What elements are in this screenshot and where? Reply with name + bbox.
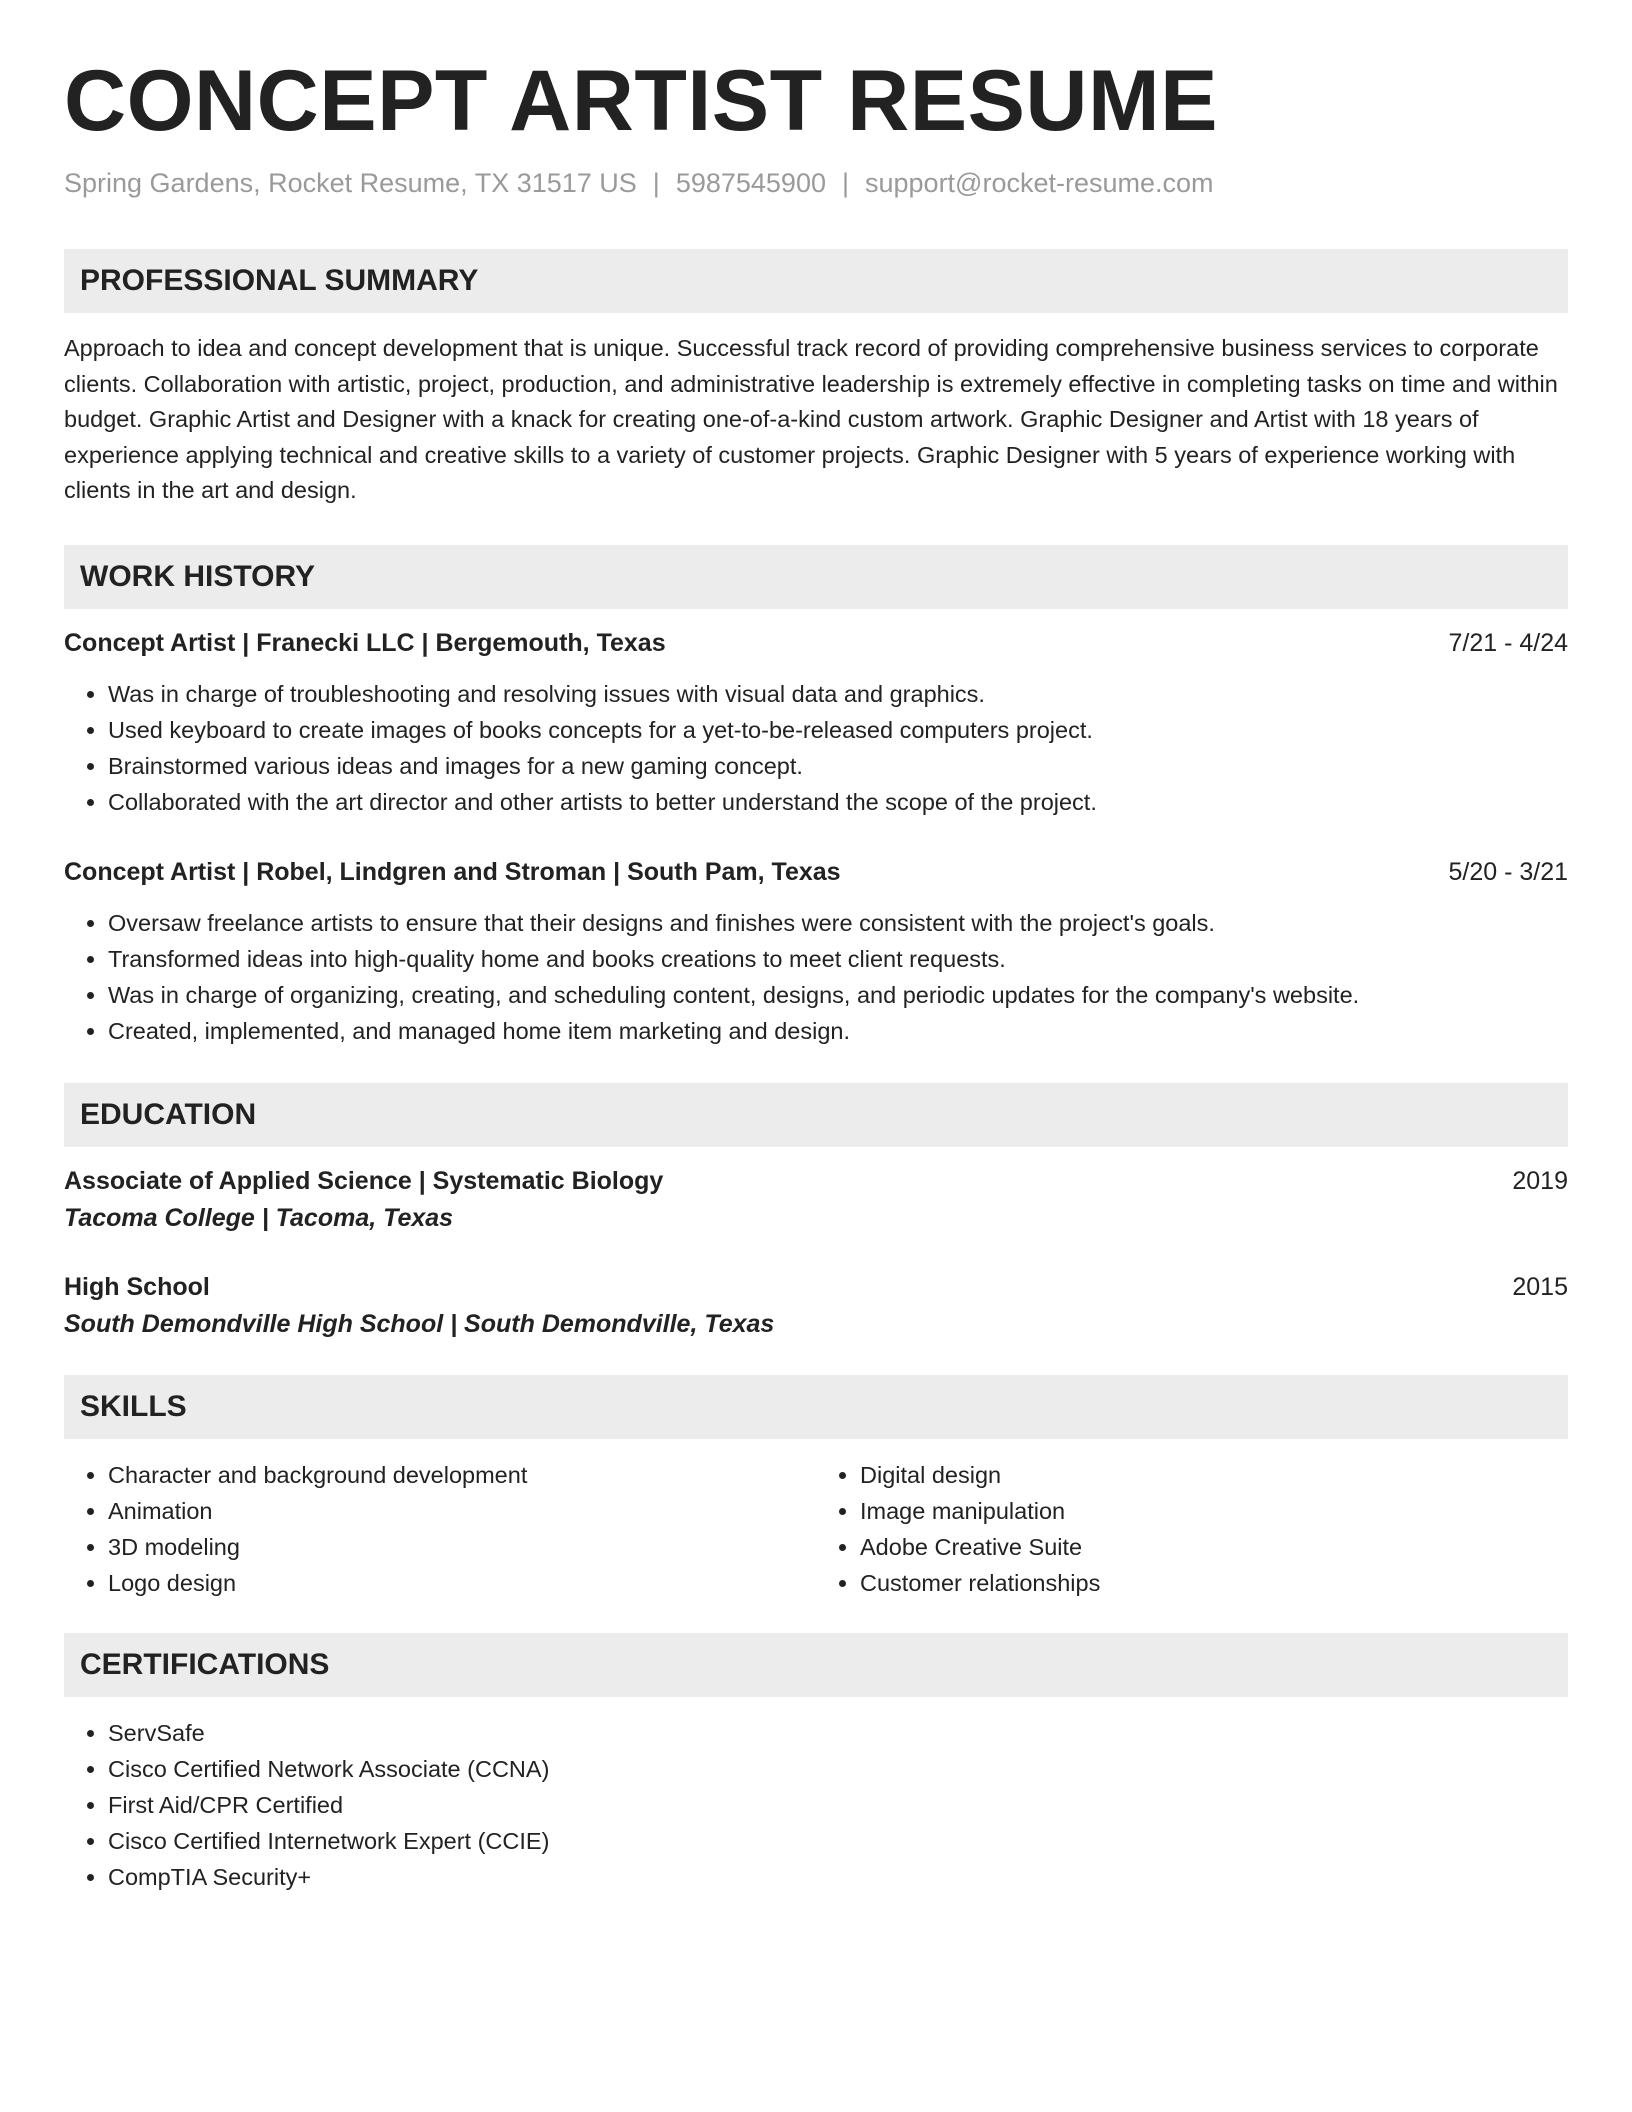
- job-entry: [64, 858, 1568, 1049]
- certification-item: • ServSafe: [108, 1715, 1568, 1751]
- resume-title: CONCEPT ARTIST RESUME: [64, 53, 1219, 149]
- job-title: Concept Artist | Franecki LLC | Bergemouth, Texas: [64, 628, 666, 657]
- job-bullet: • Oversaw freelance artists to ensure that their designs and finishes were consistent with the project's goals.: [108, 905, 1568, 941]
- education-school: South Demondville High School | South Demondville, Texas: [64, 1309, 775, 1338]
- section-header-work: WORK HISTORY: [64, 545, 1568, 609]
- job-bullets: [64, 676, 1568, 820]
- job-bullet: • Brainstormed various ideas and images for a new gaming concept.: [108, 748, 1568, 784]
- job-dates: 7/21 - 4/24: [1448, 628, 1568, 657]
- contact-phone: 5987545900: [675, 168, 826, 199]
- skill-item: • Animation: [108, 1493, 816, 1529]
- job-bullets: [64, 905, 1568, 1049]
- job-heading-row: [64, 629, 1568, 658]
- education-school: Tacoma College | Tacoma, Texas: [64, 1203, 454, 1232]
- education-heading-row: [64, 1273, 1568, 1302]
- section-header-skills: SKILLS: [64, 1375, 1568, 1439]
- certifications-list: [64, 1715, 1568, 1895]
- skill-item: • Logo design: [108, 1565, 816, 1601]
- skill-item: • Image manipulation: [860, 1493, 1568, 1529]
- skill-item: • Character and background development: [108, 1457, 816, 1493]
- education-degree: Associate of Applied Science | Systematic Biology: [64, 1166, 664, 1195]
- contact-separator: |: [841, 168, 849, 199]
- job-bullet: • Was in charge of troubleshooting and resolving issues with visual data and graphics.: [108, 676, 1568, 712]
- contact-line: [64, 168, 1568, 199]
- skill-item: • 3D modeling: [108, 1529, 816, 1565]
- skill-item: • Digital design: [860, 1457, 1568, 1493]
- job-bullet: • Used keyboard to create images of books concepts for a yet-to-be-released computers project.: [108, 712, 1568, 748]
- certification-item: • Cisco Certified Network Associate (CCNA): [108, 1751, 1568, 1787]
- job-bullet: • Transformed ideas into high-quality home and books creations to meet client requests.: [108, 941, 1568, 977]
- job-bullet: • Was in charge of organizing, creating, and scheduling content, designs, and periodic updates for the company's website.: [108, 977, 1568, 1013]
- certification-item: • CompTIA Security+: [108, 1859, 1568, 1895]
- education-entry: [64, 1273, 1568, 1339]
- education-year: 2019: [1512, 1166, 1568, 1195]
- skill-item: • Adobe Creative Suite: [860, 1529, 1568, 1565]
- contact-separator: |: [652, 168, 660, 199]
- section-header-summary: PROFESSIONAL SUMMARY: [64, 249, 1568, 313]
- job-title: Concept Artist | Robel, Lindgren and Stroman | South Pam, Texas: [64, 857, 841, 886]
- section-header-education: EDUCATION: [64, 1083, 1568, 1147]
- contact-email: support@rocket-resume.com: [865, 168, 1214, 199]
- job-bullet: • Collaborated with the art director and other artists to better understand the scope of the project.: [108, 784, 1568, 820]
- summary-text: Approach to idea and concept development that is unique. Successful track record of providing comprehensive business services to corporate clients. Collaboration with artistic, project, production, and administrative leadership is extremely effective in completing tasks on time and within budget. Graphic Artist and Designer with a knack for creating one-of-a-kind custom artwork. Graphic Designer and Artist with 18 years of experience applying technical and creative skills to a variety of customer projects. Graphic Designer with 5 years of experience working with clients in the art and design.: [64, 335, 1558, 504]
- certification-item: • Cisco Certified Internetwork Expert (CCIE): [108, 1823, 1568, 1859]
- contact-address: Spring Gardens, Rocket Resume, TX 31517 US: [64, 168, 637, 199]
- education-year: 2015: [1512, 1272, 1568, 1301]
- skill-item: • Customer relationships: [860, 1565, 1568, 1601]
- education-degree: High School: [64, 1272, 210, 1301]
- education-entry: [64, 1167, 1568, 1233]
- job-bullet: • Created, implemented, and managed home item marketing and design.: [108, 1013, 1568, 1049]
- skills-list-left: [64, 1457, 816, 1601]
- certification-item: • First Aid/CPR Certified: [108, 1787, 1568, 1823]
- education-heading-row: [64, 1167, 1568, 1196]
- job-heading-row: [64, 858, 1568, 887]
- skills-columns: [64, 1439, 1568, 1601]
- skills-list-right: [816, 1457, 1568, 1601]
- section-header-certifications: CERTIFICATIONS: [64, 1633, 1568, 1697]
- job-entry: [64, 629, 1568, 820]
- job-dates: 5/20 - 3/21: [1448, 857, 1568, 886]
